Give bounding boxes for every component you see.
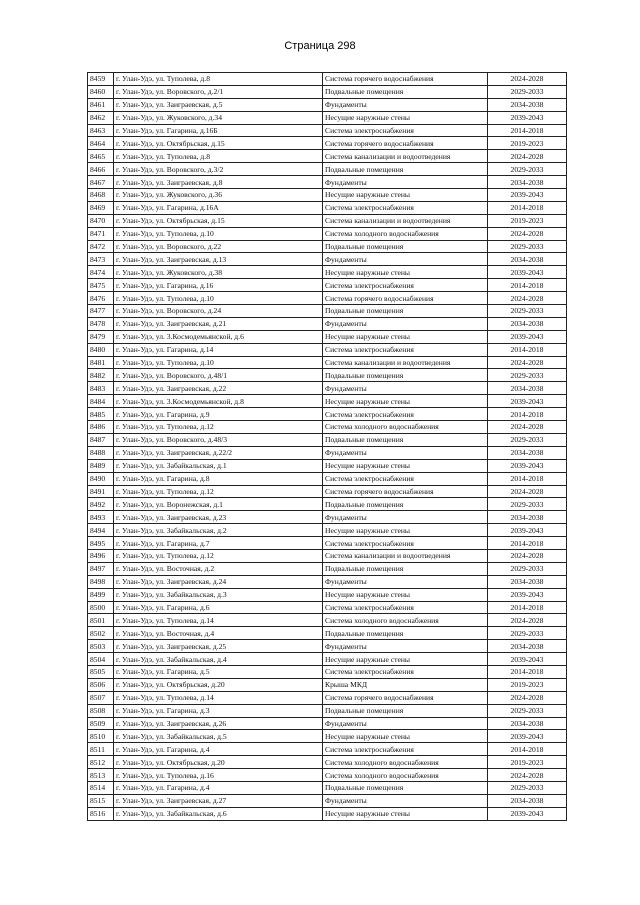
address-cell: г. Улан-Удэ, ул. Гагарина, д.5 bbox=[114, 665, 323, 678]
address-cell: г. Улан-Удэ, ул. Октябрьская, д.15 bbox=[114, 214, 323, 227]
row-number: 8502 bbox=[88, 627, 114, 640]
address-cell: г. Улан-Удэ, ул. Гагарина, д.4 bbox=[114, 743, 323, 756]
row-number: 8498 bbox=[88, 575, 114, 588]
system-cell: Несущие наружные стены bbox=[323, 807, 488, 820]
period-cell: 2014-2018 bbox=[488, 343, 567, 356]
table-row bbox=[88, 678, 567, 691]
row-number: 8469 bbox=[88, 201, 114, 214]
row-number: 8482 bbox=[88, 369, 114, 382]
table-row bbox=[88, 781, 567, 794]
row-number: 8467 bbox=[88, 176, 114, 189]
period-cell: 2039-2043 bbox=[488, 524, 567, 537]
table-row bbox=[88, 485, 567, 498]
table-row bbox=[88, 369, 567, 382]
row-number: 8475 bbox=[88, 279, 114, 292]
address-cell: г. Улан-Удэ, ул. Заиграевская, д.24 bbox=[114, 575, 323, 588]
system-cell: Система горячего водоснабжения bbox=[323, 137, 488, 150]
period-cell: 2019-2023 bbox=[488, 756, 567, 769]
table-row bbox=[88, 433, 567, 446]
table-row bbox=[88, 421, 567, 434]
period-cell: 2039-2043 bbox=[488, 330, 567, 343]
system-cell: Система холодного водоснабжения bbox=[323, 614, 488, 627]
table-row bbox=[88, 73, 567, 86]
table-row bbox=[88, 395, 567, 408]
period-cell: 2039-2043 bbox=[488, 730, 567, 743]
system-cell: Несущие наружные стены bbox=[323, 111, 488, 124]
period-cell: 2029-2033 bbox=[488, 433, 567, 446]
row-number: 8464 bbox=[88, 137, 114, 150]
table-row bbox=[88, 305, 567, 318]
table-row bbox=[88, 627, 567, 640]
row-number: 8479 bbox=[88, 330, 114, 343]
row-number: 8492 bbox=[88, 498, 114, 511]
address-cell: г. Улан-Удэ, ул. Забайкальская, д.2 bbox=[114, 524, 323, 537]
period-cell: 2014-2018 bbox=[488, 601, 567, 614]
row-number: 8461 bbox=[88, 98, 114, 111]
system-cell: Фундаменты bbox=[323, 382, 488, 395]
period-cell: 2029-2033 bbox=[488, 305, 567, 318]
table-row bbox=[88, 588, 567, 601]
address-cell: г. Улан-Удэ, ул. Октябрьская, д.15 bbox=[114, 137, 323, 150]
registry-table-body bbox=[88, 73, 567, 821]
address-cell: г. Улан-Удэ, ул. Воровского, д.3/2 bbox=[114, 163, 323, 176]
system-cell: Система холодного водоснабжения bbox=[323, 756, 488, 769]
period-cell: 2034-2038 bbox=[488, 640, 567, 653]
period-cell: 2034-2038 bbox=[488, 253, 567, 266]
system-cell: Система электроснабжения bbox=[323, 665, 488, 678]
row-number: 8493 bbox=[88, 511, 114, 524]
row-number: 8495 bbox=[88, 537, 114, 550]
address-cell: г. Улан-Удэ, ул. Заиграевская, д.13 bbox=[114, 253, 323, 266]
table-row bbox=[88, 653, 567, 666]
table-row bbox=[88, 85, 567, 98]
address-cell: г. Улан-Удэ, ул. Туполева, д.14 bbox=[114, 691, 323, 704]
period-cell: 2039-2043 bbox=[488, 266, 567, 279]
address-cell: г. Улан-Удэ, ул. Туполева, д.14 bbox=[114, 614, 323, 627]
table-row bbox=[88, 240, 567, 253]
period-cell: 2024-2028 bbox=[488, 421, 567, 434]
period-cell: 2034-2038 bbox=[488, 446, 567, 459]
system-cell: Подвальные помещения bbox=[323, 85, 488, 98]
period-cell: 2014-2018 bbox=[488, 743, 567, 756]
period-cell: 2029-2033 bbox=[488, 369, 567, 382]
system-cell: Фундаменты bbox=[323, 794, 488, 807]
address-cell: г. Улан-Удэ, ул. Забайкальская, д.4 bbox=[114, 653, 323, 666]
table-row bbox=[88, 446, 567, 459]
system-cell: Система холодного водоснабжения bbox=[323, 421, 488, 434]
period-cell: 2019-2023 bbox=[488, 137, 567, 150]
row-number: 8476 bbox=[88, 292, 114, 305]
row-number: 8460 bbox=[88, 85, 114, 98]
system-cell: Фундаменты bbox=[323, 717, 488, 730]
address-cell: г. Улан-Удэ, ул. Заиграевская, д.22 bbox=[114, 382, 323, 395]
system-cell: Подвальные помещения bbox=[323, 305, 488, 318]
table-row bbox=[88, 769, 567, 782]
address-cell: г. Улан-Удэ, ул. Восточная, д.2 bbox=[114, 562, 323, 575]
system-cell: Фундаменты bbox=[323, 253, 488, 266]
period-cell: 2029-2033 bbox=[488, 781, 567, 794]
period-cell: 2024-2028 bbox=[488, 292, 567, 305]
system-cell: Несущие наружные стены bbox=[323, 330, 488, 343]
system-cell: Несущие наружные стены bbox=[323, 524, 488, 537]
period-cell: 2034-2038 bbox=[488, 511, 567, 524]
table-row bbox=[88, 279, 567, 292]
system-cell: Несущие наружные стены bbox=[323, 653, 488, 666]
period-cell: 2029-2033 bbox=[488, 240, 567, 253]
system-cell: Система канализации и водоотведения bbox=[323, 150, 488, 163]
table-row bbox=[88, 163, 567, 176]
period-cell: 2039-2043 bbox=[488, 189, 567, 202]
address-cell: г. Улан-Удэ, ул. Жуковского, д.36 bbox=[114, 189, 323, 202]
period-cell: 2024-2028 bbox=[488, 691, 567, 704]
address-cell: г. Улан-Удэ, ул. Воровского, д.48/1 bbox=[114, 369, 323, 382]
table-row bbox=[88, 111, 567, 124]
system-cell: Система электроснабжения bbox=[323, 279, 488, 292]
period-cell: 2039-2043 bbox=[488, 459, 567, 472]
table-row bbox=[88, 640, 567, 653]
system-cell: Подвальные помещения bbox=[323, 562, 488, 575]
table-row bbox=[88, 691, 567, 704]
system-cell: Несущие наружные стены bbox=[323, 730, 488, 743]
table-row bbox=[88, 537, 567, 550]
row-number: 8483 bbox=[88, 382, 114, 395]
system-cell: Подвальные помещения bbox=[323, 369, 488, 382]
period-cell: 2039-2043 bbox=[488, 111, 567, 124]
address-cell: г. Улан-Удэ, ул. Туполева, д.12 bbox=[114, 549, 323, 562]
row-number: 8477 bbox=[88, 305, 114, 318]
address-cell: г. Улан-Удэ, ул. Воровского, д.48/3 bbox=[114, 433, 323, 446]
period-cell: 2024-2028 bbox=[488, 227, 567, 240]
row-number: 8509 bbox=[88, 717, 114, 730]
system-cell: Фундаменты bbox=[323, 176, 488, 189]
row-number: 8472 bbox=[88, 240, 114, 253]
period-cell: 2019-2023 bbox=[488, 214, 567, 227]
address-cell: г. Улан-Удэ, ул. 3.Космодемьянской, д.8 bbox=[114, 395, 323, 408]
table-row bbox=[88, 227, 567, 240]
system-cell: Несущие наружные стены bbox=[323, 189, 488, 202]
row-number: 8501 bbox=[88, 614, 114, 627]
period-cell: 2014-2018 bbox=[488, 201, 567, 214]
address-cell: г. Улан-Удэ, ул. Туполева, д.10 bbox=[114, 356, 323, 369]
row-number: 8491 bbox=[88, 485, 114, 498]
address-cell: г. Улан-Удэ, ул. Туполева, д.12 bbox=[114, 485, 323, 498]
address-cell: г. Улан-Удэ, ул. Заиграевская, д.22/2 bbox=[114, 446, 323, 459]
system-cell: Крыша МКД bbox=[323, 678, 488, 691]
table-row bbox=[88, 356, 567, 369]
period-cell: 2024-2028 bbox=[488, 769, 567, 782]
row-number: 8485 bbox=[88, 408, 114, 421]
table-row bbox=[88, 665, 567, 678]
registry-table bbox=[87, 72, 567, 821]
table-row bbox=[88, 292, 567, 305]
row-number: 8486 bbox=[88, 421, 114, 434]
period-cell: 2029-2033 bbox=[488, 163, 567, 176]
system-cell: Система электроснабжения bbox=[323, 537, 488, 550]
address-cell: г. Улан-Удэ, ул. Гагарина, д.4 bbox=[114, 781, 323, 794]
system-cell: Система электроснабжения bbox=[323, 343, 488, 356]
row-number: 8459 bbox=[88, 73, 114, 86]
address-cell: г. Улан-Удэ, ул. Воровского, д.22 bbox=[114, 240, 323, 253]
system-cell: Подвальные помещения bbox=[323, 498, 488, 511]
period-cell: 2034-2038 bbox=[488, 717, 567, 730]
system-cell: Подвальные помещения bbox=[323, 627, 488, 640]
page-title: Страница 298 bbox=[284, 40, 356, 52]
table-row bbox=[88, 601, 567, 614]
row-number: 8505 bbox=[88, 665, 114, 678]
table-row bbox=[88, 743, 567, 756]
row-number: 8474 bbox=[88, 266, 114, 279]
table-row bbox=[88, 524, 567, 537]
address-cell: г. Улан-Удэ, ул. Заиграевская, д.5 bbox=[114, 98, 323, 111]
row-number: 8508 bbox=[88, 704, 114, 717]
table-row bbox=[88, 704, 567, 717]
period-cell: 2014-2018 bbox=[488, 124, 567, 137]
period-cell: 2014-2018 bbox=[488, 408, 567, 421]
system-cell: Система электроснабжения bbox=[323, 601, 488, 614]
table-row bbox=[88, 472, 567, 485]
system-cell: Система горячего водоснабжения bbox=[323, 73, 488, 86]
system-cell: Система электроснабжения bbox=[323, 201, 488, 214]
row-number: 8500 bbox=[88, 601, 114, 614]
row-number: 8488 bbox=[88, 446, 114, 459]
system-cell: Подвальные помещения bbox=[323, 704, 488, 717]
period-cell: 2024-2028 bbox=[488, 485, 567, 498]
row-number: 8490 bbox=[88, 472, 114, 485]
period-cell: 2019-2023 bbox=[488, 678, 567, 691]
row-number: 8484 bbox=[88, 395, 114, 408]
address-cell: г. Улан-Удэ, ул. Октябрьская, д.20 bbox=[114, 678, 323, 691]
period-cell: 2029-2033 bbox=[488, 562, 567, 575]
period-cell: 2034-2038 bbox=[488, 317, 567, 330]
table-row bbox=[88, 214, 567, 227]
row-number: 8497 bbox=[88, 562, 114, 575]
system-cell: Система холодного водоснабжения bbox=[323, 769, 488, 782]
address-cell: г. Улан-Удэ, ул. Забайкальская, д.5 bbox=[114, 730, 323, 743]
system-cell: Подвальные помещения bbox=[323, 781, 488, 794]
table-row bbox=[88, 549, 567, 562]
table-row bbox=[88, 807, 567, 820]
address-cell: г. Улан-Удэ, ул. Заиграевская, д.8 bbox=[114, 176, 323, 189]
table-row bbox=[88, 459, 567, 472]
row-number: 8465 bbox=[88, 150, 114, 163]
address-cell: г. Улан-Удэ, ул. Туполева, д.10 bbox=[114, 292, 323, 305]
address-cell: г. Улан-Удэ, ул. Гагарина, д.14 bbox=[114, 343, 323, 356]
address-cell: г. Улан-Удэ, ул. Забайкальская, д.6 bbox=[114, 807, 323, 820]
address-cell: г. Улан-Удэ, ул. Гагарина, д.6 bbox=[114, 601, 323, 614]
row-number: 8470 bbox=[88, 214, 114, 227]
table-row bbox=[88, 756, 567, 769]
period-cell: 2014-2018 bbox=[488, 472, 567, 485]
period-cell: 2039-2043 bbox=[488, 807, 567, 820]
address-cell: г. Улан-Удэ, ул. Туполева, д.8 bbox=[114, 150, 323, 163]
address-cell: г. Улан-Удэ, ул. Туполева, д.16 bbox=[114, 769, 323, 782]
system-cell: Система канализации и водоотведения bbox=[323, 549, 488, 562]
address-cell: г. Улан-Удэ, ул. Заиграевская, д.23 bbox=[114, 511, 323, 524]
address-cell: г. Улан-Удэ, ул. Забайкальская, д.1 bbox=[114, 459, 323, 472]
table-row bbox=[88, 343, 567, 356]
system-cell: Фундаменты bbox=[323, 317, 488, 330]
row-number: 8511 bbox=[88, 743, 114, 756]
address-cell: г. Улан-Удэ, ул. Октябрьская, д.20 bbox=[114, 756, 323, 769]
period-cell: 2039-2043 bbox=[488, 395, 567, 408]
period-cell: 2024-2028 bbox=[488, 150, 567, 163]
period-cell: 2039-2043 bbox=[488, 588, 567, 601]
address-cell: г. Улан-Удэ, ул. Воровского, д.2/1 bbox=[114, 85, 323, 98]
system-cell: Фундаменты bbox=[323, 98, 488, 111]
system-cell: Система холодного водоснабжения bbox=[323, 227, 488, 240]
address-cell: г. Улан-Удэ, ул. Заиграевская, д.25 bbox=[114, 640, 323, 653]
system-cell: Система горячего водоснабжения bbox=[323, 292, 488, 305]
address-cell: г. Улан-Удэ, ул. Заиграевская, д.27 bbox=[114, 794, 323, 807]
system-cell: Система канализации и водоотведения bbox=[323, 356, 488, 369]
system-cell: Несущие наружные стены bbox=[323, 266, 488, 279]
row-number: 8514 bbox=[88, 781, 114, 794]
row-number: 8506 bbox=[88, 678, 114, 691]
table-row bbox=[88, 498, 567, 511]
table-row bbox=[88, 124, 567, 137]
system-cell: Фундаменты bbox=[323, 575, 488, 588]
table-row bbox=[88, 717, 567, 730]
address-cell: г. Улан-Удэ, ул. Воронежская, д.1 bbox=[114, 498, 323, 511]
table-row bbox=[88, 330, 567, 343]
row-number: 8499 bbox=[88, 588, 114, 601]
period-cell: 2024-2028 bbox=[488, 73, 567, 86]
row-number: 8504 bbox=[88, 653, 114, 666]
table-row bbox=[88, 150, 567, 163]
address-cell: г. Улан-Удэ, ул. Туполева, д.12 bbox=[114, 421, 323, 434]
system-cell: Подвальные помещения bbox=[323, 240, 488, 253]
row-number: 8481 bbox=[88, 356, 114, 369]
period-cell: 2034-2038 bbox=[488, 176, 567, 189]
address-cell: г. Улан-Удэ, ул. Заиграевская, д.21 bbox=[114, 317, 323, 330]
period-cell: 2014-2018 bbox=[488, 665, 567, 678]
period-cell: 2029-2033 bbox=[488, 498, 567, 511]
table-row bbox=[88, 137, 567, 150]
period-cell: 2034-2038 bbox=[488, 98, 567, 111]
address-cell: г. Улан-Удэ, ул. Туполева, д.10 bbox=[114, 227, 323, 240]
row-number: 8494 bbox=[88, 524, 114, 537]
table-row bbox=[88, 317, 567, 330]
period-cell: 2014-2018 bbox=[488, 279, 567, 292]
row-number: 8473 bbox=[88, 253, 114, 266]
table-row bbox=[88, 562, 567, 575]
table-row bbox=[88, 253, 567, 266]
row-number: 8510 bbox=[88, 730, 114, 743]
address-cell: г. Улан-Удэ, ул. Жуковского, д.38 bbox=[114, 266, 323, 279]
address-cell: г. Улан-Удэ, ул. Туполева, д.8 bbox=[114, 73, 323, 86]
period-cell: 2024-2028 bbox=[488, 549, 567, 562]
system-cell: Подвальные помещения bbox=[323, 433, 488, 446]
address-cell: г. Улан-Удэ, ул. Гагарина, д.16 bbox=[114, 279, 323, 292]
row-number: 8513 bbox=[88, 769, 114, 782]
table-row bbox=[88, 614, 567, 627]
period-cell: 2034-2038 bbox=[488, 794, 567, 807]
system-cell: Подвальные помещения bbox=[323, 163, 488, 176]
system-cell: Система горячего водоснабжения bbox=[323, 691, 488, 704]
row-number: 8516 bbox=[88, 807, 114, 820]
address-cell: г. Улан-Удэ, ул. Восточная, д.4 bbox=[114, 627, 323, 640]
table-row bbox=[88, 730, 567, 743]
system-cell: Фундаменты bbox=[323, 511, 488, 524]
row-number: 8515 bbox=[88, 794, 114, 807]
address-cell: г. Улан-Удэ, ул. Жуковского, д.34 bbox=[114, 111, 323, 124]
system-cell: Несущие наружные стены bbox=[323, 588, 488, 601]
period-cell: 2039-2043 bbox=[488, 653, 567, 666]
table-row bbox=[88, 575, 567, 588]
system-cell: Система электроснабжения bbox=[323, 743, 488, 756]
row-number: 8471 bbox=[88, 227, 114, 240]
address-cell: г. Улан-Удэ, ул. Гагарина, д.7 bbox=[114, 537, 323, 550]
system-cell: Фундаменты bbox=[323, 640, 488, 653]
system-cell: Фундаменты bbox=[323, 446, 488, 459]
row-number: 8462 bbox=[88, 111, 114, 124]
period-cell: 2029-2033 bbox=[488, 704, 567, 717]
table-row bbox=[88, 98, 567, 111]
address-cell: г. Улан-Удэ, ул. Гагарина, д.16А bbox=[114, 201, 323, 214]
period-cell: 2029-2033 bbox=[488, 85, 567, 98]
address-cell: г. Улан-Удэ, ул. Гагарина, д.8 bbox=[114, 472, 323, 485]
period-cell: 2034-2038 bbox=[488, 382, 567, 395]
address-cell: г. Улан-Удэ, ул. Воровского, д.24 bbox=[114, 305, 323, 318]
system-cell: Система горячего водоснабжения bbox=[323, 485, 488, 498]
address-cell: г. Улан-Удэ, ул. Заиграевская, д.26 bbox=[114, 717, 323, 730]
address-cell: г. Улан-Удэ, ул. Гагарина, д.9 bbox=[114, 408, 323, 421]
row-number: 8468 bbox=[88, 189, 114, 202]
row-number: 8466 bbox=[88, 163, 114, 176]
row-number: 8478 bbox=[88, 317, 114, 330]
row-number: 8489 bbox=[88, 459, 114, 472]
table-row bbox=[88, 266, 567, 279]
period-cell: 2029-2033 bbox=[488, 627, 567, 640]
system-cell: Система электроснабжения bbox=[323, 472, 488, 485]
period-cell: 2024-2028 bbox=[488, 356, 567, 369]
row-number: 8480 bbox=[88, 343, 114, 356]
system-cell: Система электроснабжения bbox=[323, 408, 488, 421]
system-cell: Система электроснабжения bbox=[323, 124, 488, 137]
table-row bbox=[88, 408, 567, 421]
address-cell: г. Улан-Удэ, ул. Забайкальская, д.3 bbox=[114, 588, 323, 601]
table-row bbox=[88, 189, 567, 202]
row-number: 8507 bbox=[88, 691, 114, 704]
row-number: 8512 bbox=[88, 756, 114, 769]
system-cell: Система канализации и водоотведения bbox=[323, 214, 488, 227]
period-cell: 2034-2038 bbox=[488, 575, 567, 588]
row-number: 8487 bbox=[88, 433, 114, 446]
address-cell: г. Улан-Удэ, ул. 3.Космодемьянской, д.6 bbox=[114, 330, 323, 343]
table-row bbox=[88, 201, 567, 214]
address-cell: г. Улан-Удэ, ул. Гагарина, д.16Б bbox=[114, 124, 323, 137]
system-cell: Несущие наружные стены bbox=[323, 395, 488, 408]
row-number: 8496 bbox=[88, 549, 114, 562]
table-row bbox=[88, 176, 567, 189]
table-row bbox=[88, 794, 567, 807]
system-cell: Несущие наружные стены bbox=[323, 459, 488, 472]
period-cell: 2014-2018 bbox=[488, 537, 567, 550]
address-cell: г. Улан-Удэ, ул. Гагарина, д.3 bbox=[114, 704, 323, 717]
period-cell: 2024-2028 bbox=[488, 614, 567, 627]
table-row bbox=[88, 511, 567, 524]
row-number: 8503 bbox=[88, 640, 114, 653]
table-row bbox=[88, 382, 567, 395]
row-number: 8463 bbox=[88, 124, 114, 137]
